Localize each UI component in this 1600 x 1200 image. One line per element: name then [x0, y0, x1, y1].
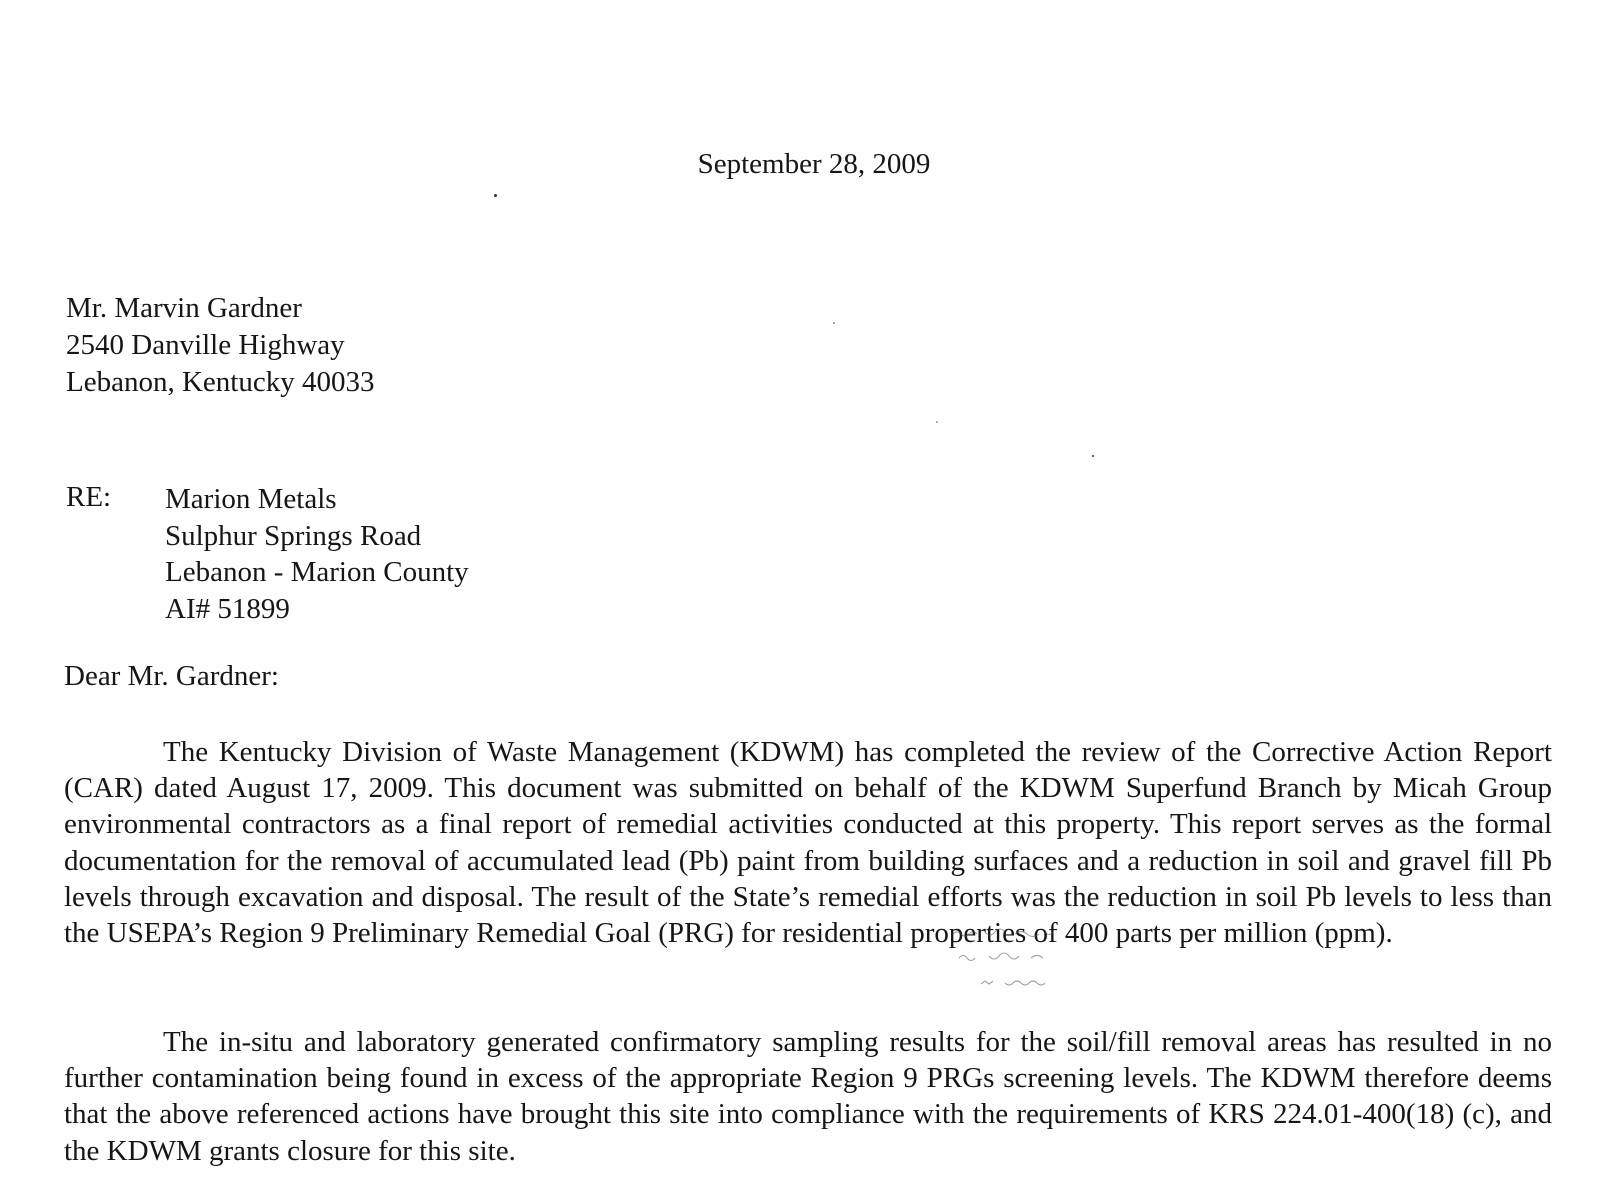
recipient-address: [66, 290, 374, 401]
recipient-street: 2540 Danville Highway: [66, 329, 345, 361]
body-paragraph-1: The Kentucky Division of Waste Management (KDWM) has completed the review of the Corrective Action Report (CAR) dated August 17, 2009. This document was submitted on behalf of the KDWM Superfund Branch by Micah Group environmental contractors as a final report of remedial activities conducted at this property. This report serves as the formal documentation for the removal of accumulated lead (Pb) paint from building surfaces and a reduction in soil and gravel fill Pb levels through excavation and disposal. The result of the State’s remedial efforts was the reduction in soil Pb levels to less than the USEPA’s Region 9 Preliminary Remedial Goal (PRG) for residential properties of 400 parts per million (ppm).: [64, 736, 1552, 950]
scan-speck: [494, 194, 497, 197]
scan-speck: [833, 322, 835, 324]
re-line: Sulphur Springs Road: [165, 519, 422, 552]
letter-date: September 28, 2009: [697, 148, 931, 180]
scan-speck: [936, 421, 938, 423]
re-label: RE:: [66, 481, 112, 513]
re-block: [165, 481, 469, 627]
salutation: Dear Mr. Gardner:: [64, 660, 279, 692]
recipient-city-state-zip: Lebanon, Kentucky 40033: [66, 366, 375, 398]
scan-speck: [1092, 455, 1094, 457]
recipient-name: Mr. Marvin Gardner: [66, 292, 302, 324]
body-paragraph-2: The in-situ and laboratory generated confirmatory sampling results for the soil/fill removal areas has resulted in no further contamination being found in excess of the appropriate Region 9 PRGs screening levels. The KDWM therefore deems that the above referenced actions have brought this site into compliance with the requirements of KRS 224.01-400(18) (c), and the KDWM grants closure for this site.: [64, 1026, 1552, 1167]
re-line: AI# 51899: [165, 592, 290, 625]
re-line: Lebanon - Marion County: [165, 556, 469, 588]
re-line: Marion Metals: [165, 483, 337, 515]
